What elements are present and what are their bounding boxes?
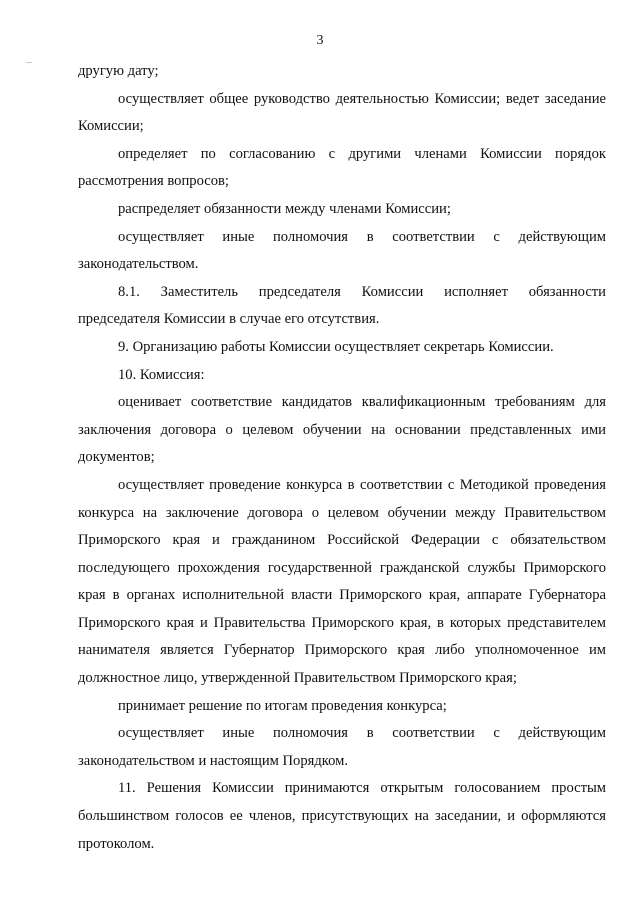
paragraph-continuation: другую дату;	[78, 63, 159, 79]
page-number: 3	[316, 33, 324, 48]
paragraph-competition-methodology: осуществляет проведение конкурса в соответствии с Методикой проведения конкурса на заключение договора о целевом обучении между Правительством Приморского края и гражданином Российской Федерации с обязательством последующего прохождения государственной гражданской службы Приморского края в органах исполнительной власти Приморского края, аппарате Губернатора Приморского края и Правительства Приморского края, в которых представителем нанимателя является Губернатор Приморского края либо уполномоченное им должностное лицо, утвержденной Правительством Приморского края;	[78, 476, 606, 687]
paragraph-clause-8-1: 8.1. Заместитель председателя Комиссии исполняет обязанности председателя Комиссии в случае его отсутствия.	[78, 283, 606, 328]
paragraph-candidate-evaluation: оценивает соответствие кандидатов квалификационным требованиям для заключения договора о целевом обучении на основании представленных ими документов;	[78, 394, 606, 466]
paragraph-other-powers: осуществляет иные полномочия в соответствии с действующим законодательством.	[78, 228, 606, 273]
paragraph-duties-distribution: распределяет обязанности между членами Комиссии;	[118, 200, 451, 217]
document-body	[78, 58, 606, 858]
paragraph-general-management: осуществляет общее руководство деятельностью Комиссии; ведет заседание Комиссии;	[78, 90, 606, 135]
paragraph-clause-10: 10. Комиссия:	[118, 366, 205, 383]
paragraph-agenda-order: определяет по согласованию с другими членами Комиссии порядок рассмотрения вопросов;	[78, 145, 606, 190]
margin-mark	[26, 62, 32, 63]
paragraph-decision: принимает решение по итогам проведения конкурса;	[118, 697, 447, 714]
paragraph-clause-9: 9. Организацию работы Комиссии осуществляет секретарь Комиссии.	[118, 338, 554, 355]
paragraph-other-powers-order: осуществляет иные полномочия в соответствии с действующим законодательством и настоящим Порядком.	[78, 725, 606, 769]
paragraph-clause-11: 11. Решения Комиссии принимаются открытым голосованием простым большинством голосов ее членов, присутствующих на заседании, и оформляются протоколом.	[78, 780, 606, 852]
